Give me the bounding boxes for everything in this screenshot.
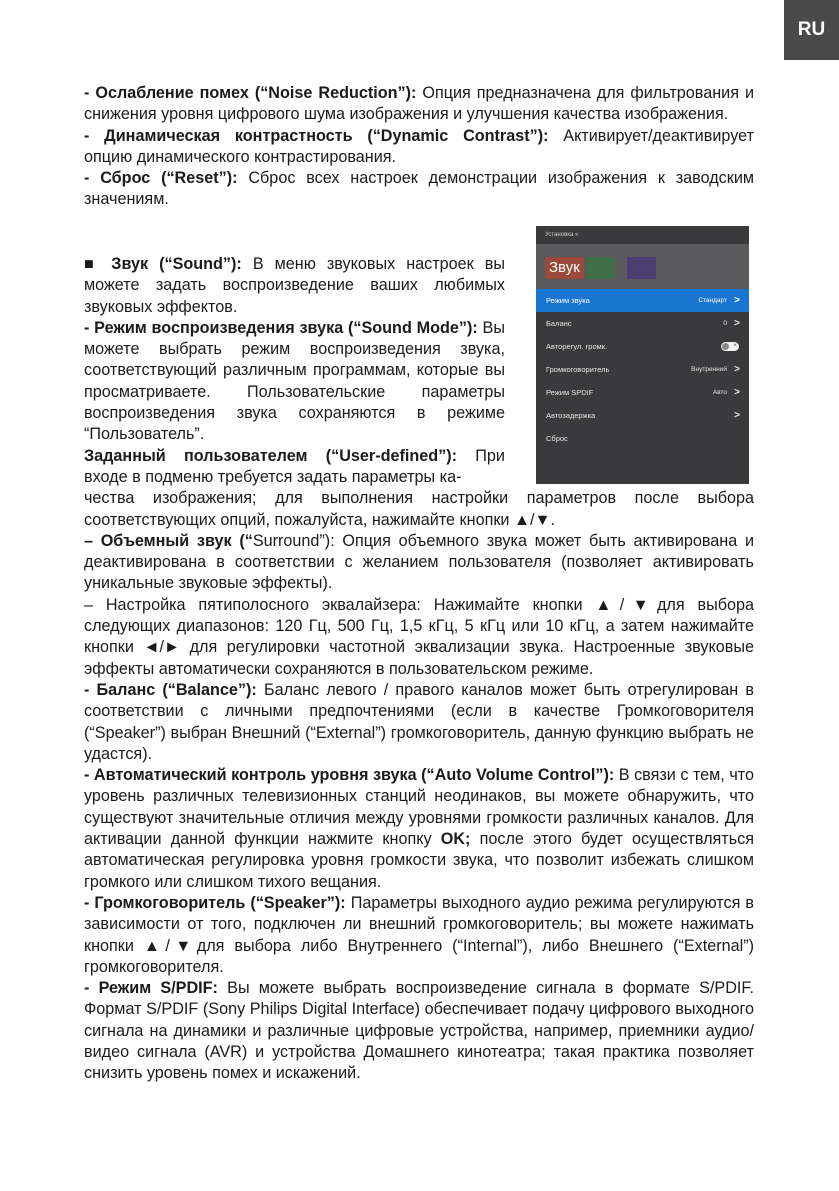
heading-auto-volume: - Автоматический контроль уровня звука (“Auto Volume Control”): [84,766,615,785]
menu-title: Звук [545,257,584,279]
menu-row-label: Громкоговоритель [546,365,610,374]
chevron-right-icon: > [734,387,740,398]
menu-row-label: Авторегул. громк. [546,342,608,351]
menu-row-auto-delay[interactable] [536,404,749,427]
heading-sound: ■ Звук (“Sound”): [84,255,242,273]
paragraph-equalizer [84,595,754,680]
tv-sound-menu-screenshot [536,226,749,484]
paragraph-auto-volume [84,765,754,893]
chevron-right-icon: > [734,318,740,329]
heading-spdif: - Режим S/PDIF: [84,979,218,998]
text-auto-volume-2: после этого будет осуществляться автоматическая регулировка уровня громкости звука, что позволит избежать слишком громкого или слишком тихого вещания. [84,830,754,891]
paragraph-noise-reduction [84,83,754,126]
heading-speaker: - Громкоговоритель (“Speaker”): [84,893,346,912]
menu-row-reset[interactable] [536,427,749,450]
heading-balance: - Баланс (“Balance”): [84,680,257,699]
toggle-knob [722,343,729,350]
text-surround: Surround”): Опция объемного звука может быть активирована и деактивирована в соответствии с желанием пользователя (позволяет активировать уникальные звуковые эффекты). [84,531,755,593]
paragraph-surround [84,531,754,595]
heading-noise-reduction: - Ослабление помех (“Noise Reduction”): [84,84,417,102]
menu-row-value: Стандарт [698,297,727,304]
text-reset: Сброс всех настроек демонстрации изображения к заводским значениям. [84,169,755,209]
menu-row-speaker[interactable] [536,358,749,381]
chevron-right-icon: > [734,410,740,421]
intro-text-block [84,83,754,211]
chevron-right-icon: > [734,364,740,375]
menu-row-balance[interactable] [536,312,749,335]
language-tab: RU [784,0,839,60]
text-balance: Баланс левого / правого каналов может быть отрегулирован в соответствии с личными предпочтениями (если в качестве Громкоговорителя (“Speaker”) выбран Внешний (“External”) громкоговоритель, данную функцию выбрать не удастся). [84,680,754,763]
chevron-right-icon: > [734,295,740,306]
heading-sound-mode: - Режим воспроизведения звука (“Sound Mode”): [84,318,478,337]
menu-row-value: Авто [712,389,727,396]
menu-breadcrumb: Установка » [545,232,579,238]
auto-volume-toggle[interactable] [721,342,739,351]
paragraph-reset [84,168,754,211]
text-spdif: Вы можете выбрать воспроизведение сигнала в формате S/PDIF. Формат S/PDIF (Sony Philips Digital Interface) обеспечивает подачу цифрового выходного сигнала на динамики и различные цифровые устройства, например, приемники аудио/видео сигнала (AVR) и устройства Домашнего кинотеатра; такая практика позволяет снизить уровень помех и искажений. [84,979,754,1083]
menu-row-label: Режим звука [546,296,590,305]
heading-dynamic-contrast: - Динамическая контрастность (“Dynamic Contrast”): [84,126,549,145]
paragraph-balance [84,680,754,765]
text-noise-reduction: Опция предназначена для фильтрования и снижения уровня цифрового шума изображения и улучшения качества изображения. [84,84,754,124]
text-auto-volume-1: В связи с тем, что уровень различных телевизионных станций неодинаков, вы можете обнаружить, что существуют значительные отличия между уровнями громкости различных каналов. Для активации данной функции нажмите кнопку [84,766,754,849]
menu-row-value: 0 [723,320,727,327]
menu-row-label: Режим SPDIF [546,388,594,397]
menu-row-label: Автозадержка [546,411,596,420]
paragraph-speaker [84,893,754,978]
paragraph-dynamic-contrast [84,126,754,169]
text-user-defined-1: При входе в подменю требуется задать параметры ка- [84,446,505,486]
menu-row-label: Баланс [546,319,572,328]
menu-category-tile-green [586,257,615,279]
text-speaker: Параметры выходного аудио режима регулируются в зависимости от того, подключен ли внешний громкоговоритель; вы можете нажимать кнопки ▲/▼для выбора либо Внутреннего (“Internal”), либо Внешнего (“External”) громкоговорителя. [84,893,754,976]
paragraph-spdif [84,978,754,1084]
paragraph-user-defined-cont [84,488,754,531]
toggle-off-icon: × [733,343,737,349]
menu-row-label: Сброс [546,434,568,443]
paragraph-user-defined [84,446,505,489]
text-sound-mode: Вы можете выбрать режим воспроизведения звука, соответствующий различным программам, которые вы просматриваете. Пользовательские параметры воспроизведения звука сохраняются в режиме “Пользователь”. [84,318,505,444]
heading-surround: – Объемный звук (“ [84,531,253,550]
paragraph-sound-mode [84,318,505,446]
ok-key-label: OK; [440,830,471,849]
menu-row-sound-mode[interactable] [536,289,749,312]
heading-reset: - Сброс (“Reset”): [84,169,238,188]
paragraph-sound [84,254,505,318]
menu-row-auto-volume[interactable] [536,335,749,358]
text-dynamic-contrast: Активирует/деактивирует опцию динамического контрастирования. [84,126,754,166]
text-sound: В меню звуковых настроек вы можете задать воспроизведение ваших любимых звуковых эффектов. [84,255,505,316]
text-equalizer: – Настройка пятиполосного эквалайзера: Нажимайте кнопки ▲/▼для выбора следующих диапазонов: 120 Гц, 500 Гц, 1,5 кГц, 5 кГц или 10 кГц, а затем нажимайте кнопки ◄/► для регулировки частотной эквализации звука. Настроенные звуковые эффекты автоматически сохраняются в пользовательском режиме. [84,595,754,678]
menu-row-spdif[interactable] [536,381,749,404]
heading-user-defined: Заданный пользователем (“User-defined”): [84,446,458,465]
menu-row-value: Внутренний [691,366,727,373]
menu-category-tile-purple [627,257,656,279]
text-user-defined-2: чества изображения; для выполнения настройки параметров после выбора соответствующих опций, пожалуйста, нажимайте кнопки ▲/▼. [84,489,754,529]
